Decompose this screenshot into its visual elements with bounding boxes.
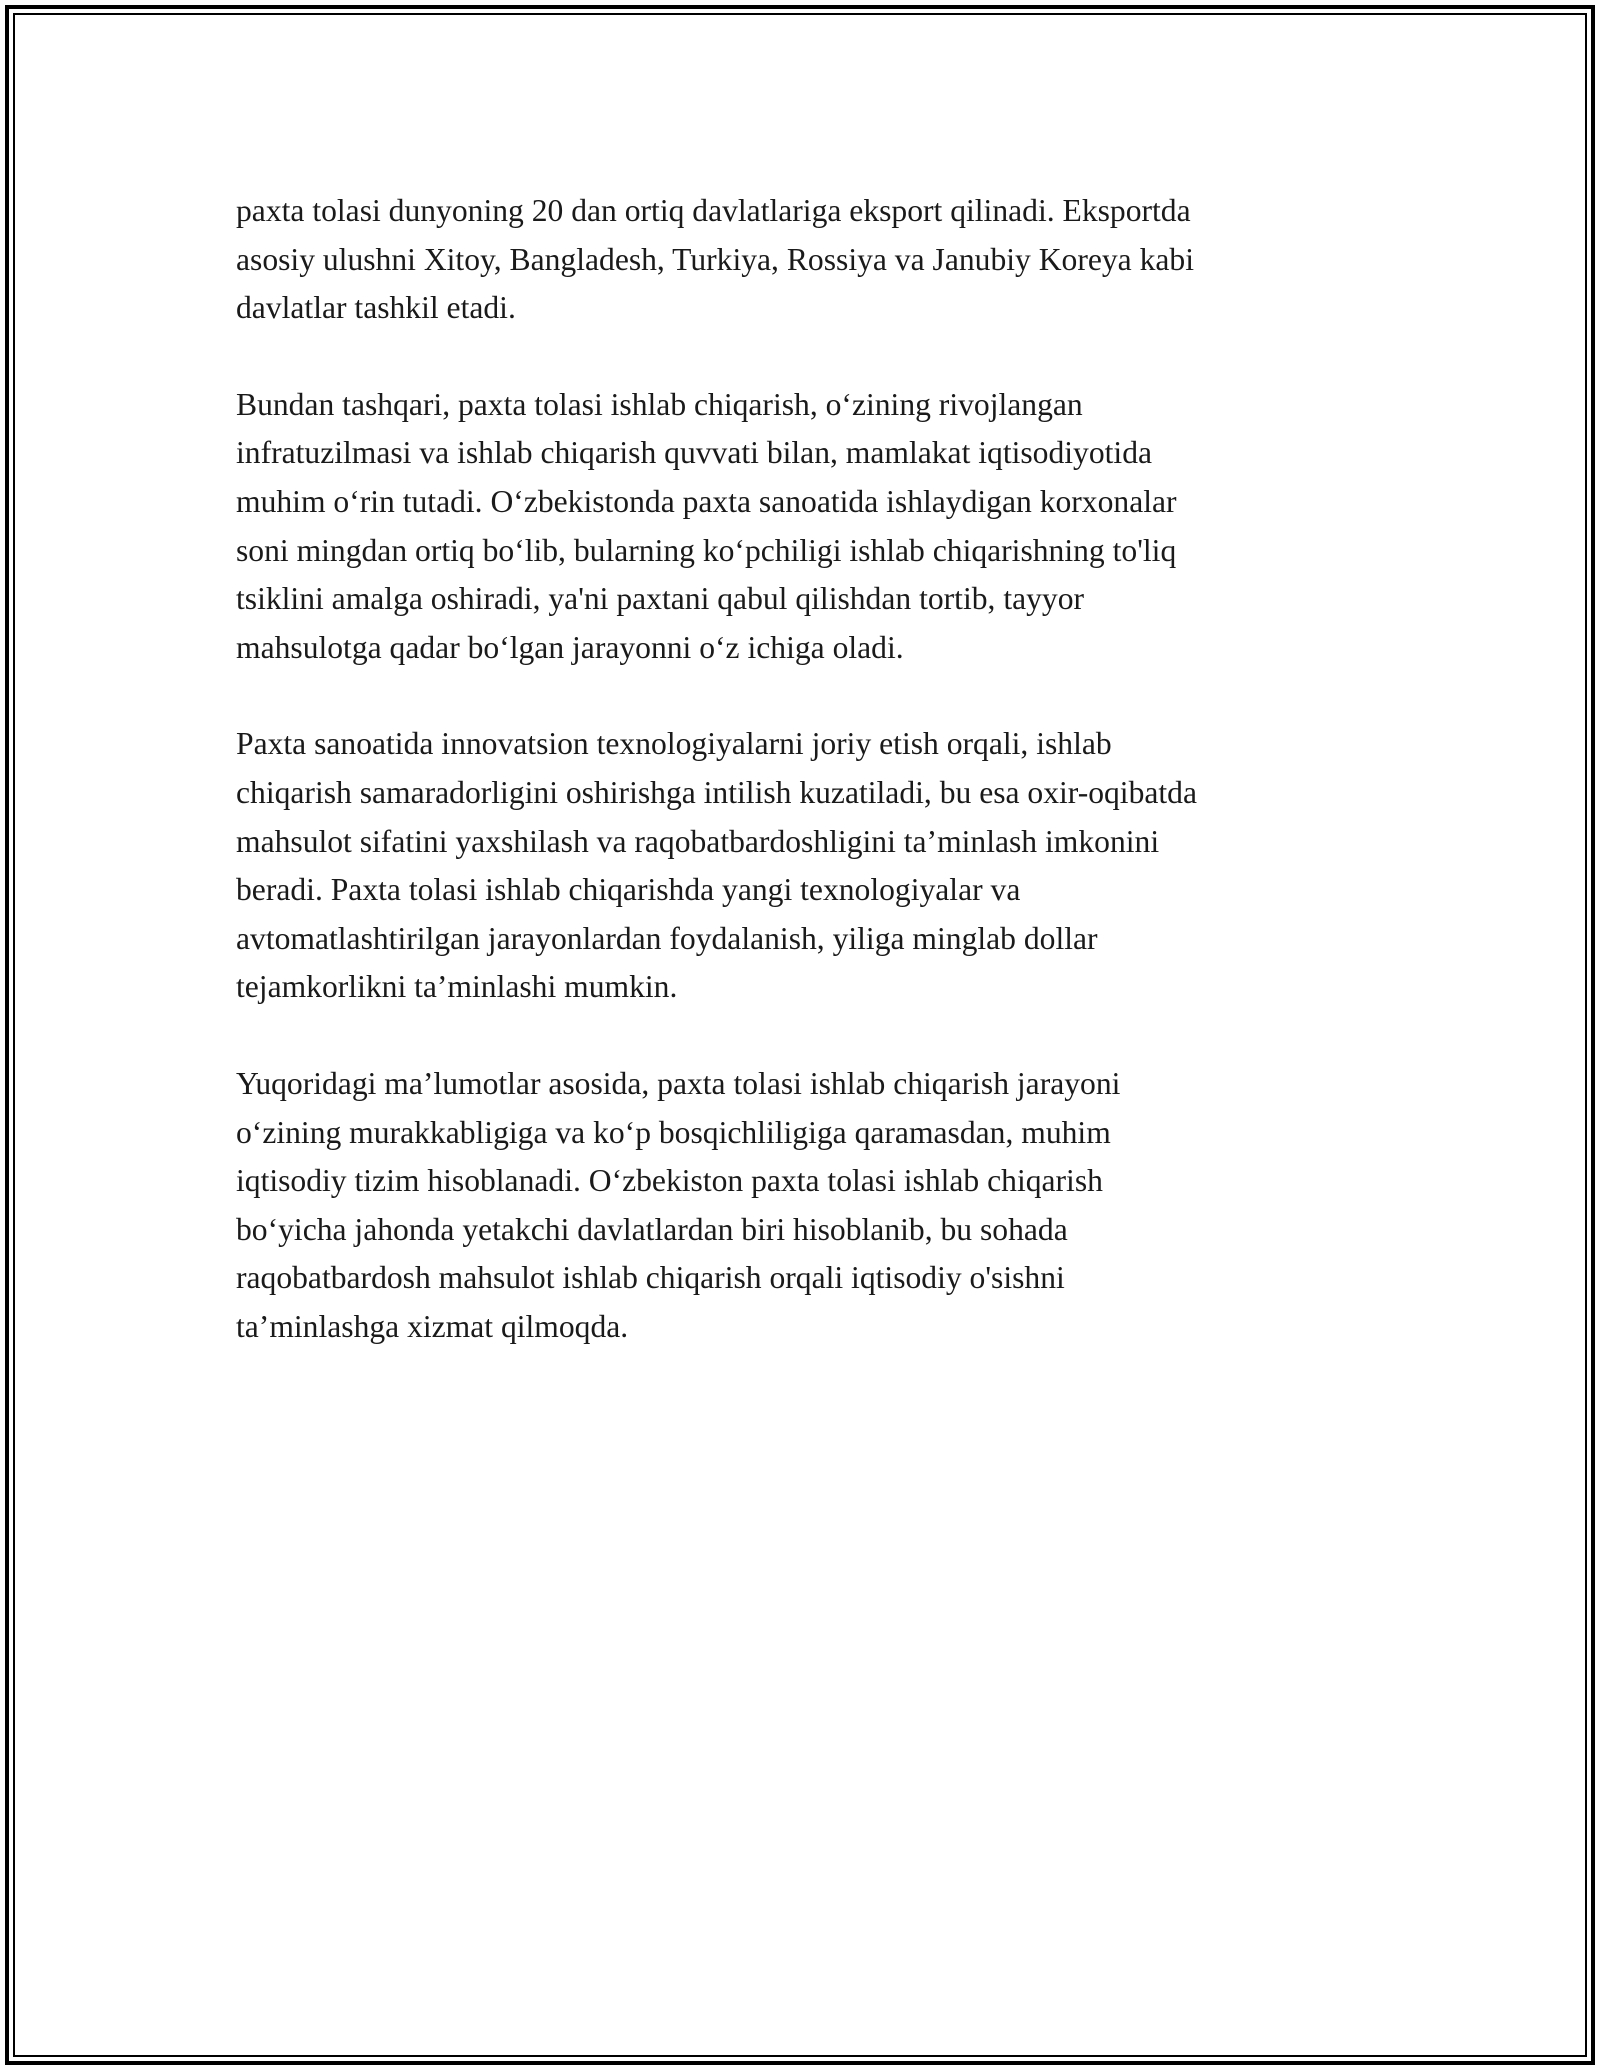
paragraph-conclusion: Yuqoridagi ma’lumotlar asosida, paxta tolasi ishlab chiqarish jarayoni o‘zining murakkabligiga va ko‘p bosqichliligiga qaramasdan, muhim iqtisodiy tizim hisoblanadi. O‘zbekiston paxta tolasi ishlab chiqarish bo‘yicha jahonda yetakchi davlatlardan biri hisoblanib, bu sohada raqobatbardosh mahsulot ishlab chiqarish orqali iqtisodiy o'sishni ta’minlashga xizmat qilmoqda. bbox=[236, 1065, 1121, 1344]
paragraph-innovation: Paxta sanoatida innovatsion texnologiyalarni joriy etish orqali, ishlab chiqarish samaradorligini oshirishga intilish kuzatiladi, bu esa oxir-oqibatda mahsulot sifatini yaxshilash va raqobatbardoshligini ta’minlash imkonini beradi. Paxta tolasi ishlab chiqarishda yangi texnologiyalar va avtomatlashtirilgan jarayonlardan foydalanish, yiliga minglab dollar tejamkorlikni ta’minlashi mumkin. bbox=[236, 726, 1198, 1005]
paragraph-export: paxta tolasi dunyoning 20 dan ortiq davlatlariga eksport qilinadi. Eksportda asosiy ulushni Xitoy, Bangladesh, Turkiya, Rossiya va Janubiy Koreya kabi davlatlar tashkil etadi. bbox=[236, 193, 1194, 326]
document-body bbox=[236, 187, 1386, 1399]
paragraph-infrastructure: Bundan tashqari, paxta tolasi ishlab chiqarish, o‘zining rivojlangan infratuzilmasi va ishlab chiqarish quvvati bilan, mamlakat iqtisodiyotida muhim o‘rin tutadi. O‘zbekistonda paxta sanoatida ishlaydigan korxonalar soni mingdan ortiq bo‘lib, bularning ko‘pchiligi ishlab chiqarishning to'liq tsiklini amalga oshiradi, ya'ni paxtani qabul qilishdan tortib, tayyor mahsulotga qadar bo‘lgan jarayonni o‘z ichiga oladi. bbox=[236, 386, 1177, 665]
